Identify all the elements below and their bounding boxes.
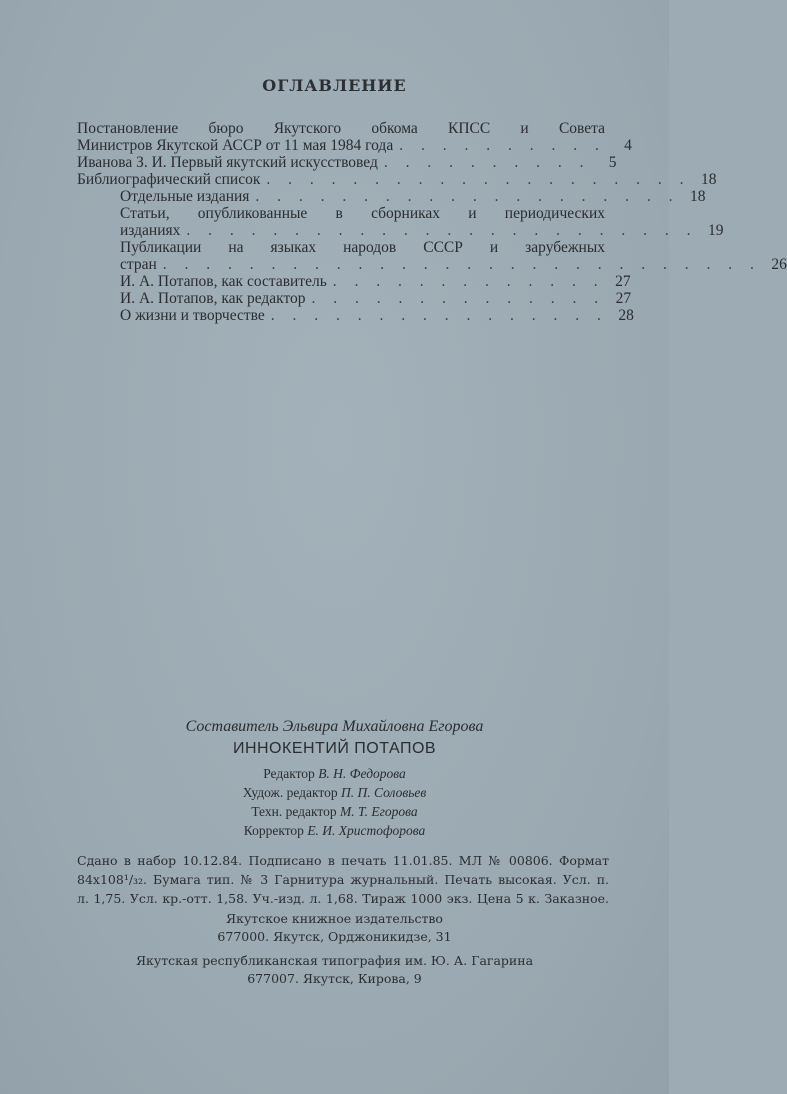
credit-role: Корректор (243, 823, 304, 838)
toc-page-number: 18 (701, 171, 717, 188)
toc-entry-title: Библиографический список (77, 171, 261, 188)
toc-page-number: 28 (618, 307, 634, 324)
publisher-block (0, 910, 669, 946)
imprint-block (77, 851, 609, 908)
printer-block (0, 952, 669, 988)
toc-entry[interactable] (77, 120, 632, 154)
credit-name: М. Т. Егорова (340, 804, 418, 819)
toc-entry-title: И. А. Потапов, как редактор (120, 290, 306, 307)
printer-name: Якутская республиканская типография им. Ю. А. Гагарина (135, 953, 534, 968)
credit-row (0, 821, 669, 840)
toc-entry[interactable] (77, 154, 617, 171)
credit-name: В. Н. Федорова (318, 766, 406, 781)
toc-entry[interactable] (77, 307, 634, 324)
credit-role: Худож. редактор (242, 785, 338, 800)
toc-page-number: 5 (608, 154, 617, 171)
toc-entry-line: Постановление бюро Якутского обкома КПСС и Совета (77, 120, 605, 137)
leader-dots: . . . . . . . . . . . . . . . . . . . . . . . . (186, 222, 698, 239)
toc-page-number: 19 (708, 222, 724, 239)
credit-role: Техн. редактор (251, 804, 337, 819)
credit-row (0, 764, 669, 783)
credit-role: Редактор (263, 766, 315, 781)
leader-dots: . . . . . . . . . . . . . . . . . . . . . . . . . . . . (162, 256, 761, 273)
leader-dots: . . . . . . . . . . . . . . (311, 290, 606, 307)
toc-entry[interactable] (77, 273, 631, 290)
toc-title: ОГЛАВЛЕНИЕ (262, 76, 407, 95)
toc-page-number: 26 (771, 256, 787, 273)
leader-dots: . . . . . . . . . . . . . . . . (270, 307, 608, 324)
credit-row (0, 783, 669, 802)
toc-entry[interactable] (77, 239, 787, 273)
leader-dots: . . . . . . . . . . (399, 137, 606, 154)
toc-entry-title: Министров Якутской АССР от 11 мая 1984 года (77, 137, 394, 154)
toc-entry[interactable] (77, 205, 724, 239)
toc-entry-title: О жизни и творчестве (120, 307, 265, 324)
toc-entry-line: Публикации на языках народов СССР и зарубежных (120, 239, 605, 256)
toc-entry-title: изданиях (120, 222, 181, 239)
toc-entry-title: Отдельные издания (120, 188, 250, 205)
book-title: ИННОКЕНТИЙ ПОТАПОВ (232, 740, 437, 757)
publisher-name: Якутское книжное издательство (226, 911, 443, 926)
imprint-line: Сдано в набор 10.12.84. Подписано в печать 11.01.85. МЛ № 00806. Формат (77, 853, 609, 868)
compiler-line: Составитель Эльвира Михайловна Егорова (185, 718, 484, 735)
table-of-contents (77, 120, 787, 324)
toc-entry-title: Иванова З. И. Первый якутский искусствовед (77, 154, 378, 171)
credit-name: П. П. Соловьев (341, 785, 427, 800)
credit-name: Е. И. Христофорова (307, 823, 426, 838)
toc-entry[interactable] (77, 290, 632, 307)
credit-row (0, 802, 669, 821)
toc-entry[interactable] (77, 171, 717, 188)
toc-entry[interactable] (77, 188, 706, 205)
leader-dots: . . . . . . . . . . . . . . . . . . . . (255, 188, 680, 205)
toc-page-number: 27 (615, 290, 632, 307)
printer-address: 677007. Якутск, Кирова, 9 (247, 971, 422, 986)
imprint-line: 84x108¹/₃₂. Бумага тип. № 3 Гарнитура журнальный. Печать высокая. Усл. п. (77, 872, 609, 887)
leader-dots: . . . . . . . . . . (383, 154, 591, 171)
toc-entry-title: стран (120, 256, 157, 273)
publisher-address: 677000. Якутск, Орджоникидзе, 31 (217, 929, 452, 944)
credits-block (0, 718, 669, 840)
toc-entry-line: Статьи, опубликованные в сборниках и периодических (120, 205, 605, 222)
toc-page-number: 27 (615, 273, 631, 290)
leader-dots: . . . . . . . . . . . . . (332, 273, 605, 290)
toc-entry-title: И. А. Потапов, как составитель (120, 273, 327, 290)
leader-dots: . . . . . . . . . . . . . . . . . . . . (266, 171, 691, 188)
imprint-line: л. 1,75. Усл. кр.-отт. 1,58. Уч.-изд. л. 1,68. Тираж 1000 экз. Цена 5 к. Заказное. (77, 891, 609, 906)
toc-page-number: 18 (690, 188, 706, 205)
toc-page-number: 4 (624, 137, 632, 154)
